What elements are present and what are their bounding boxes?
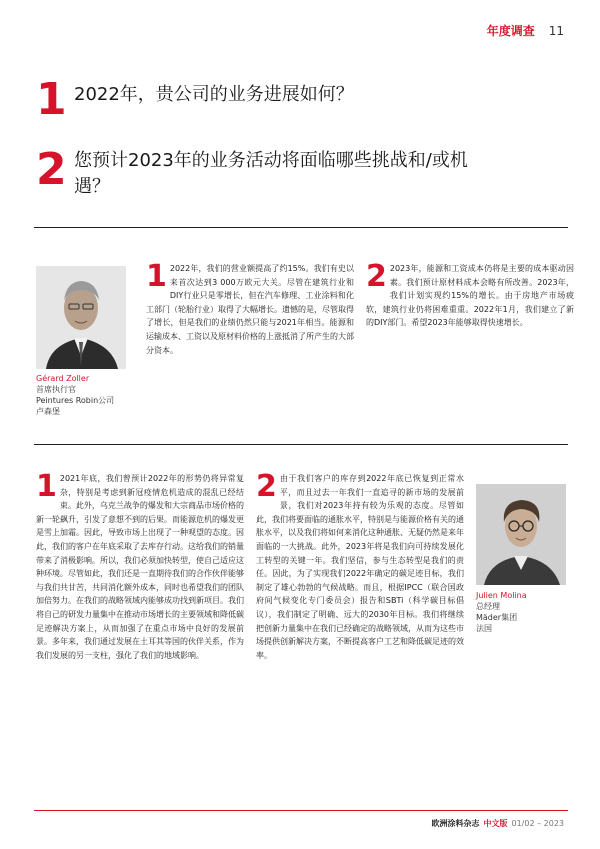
page-header	[487, 22, 564, 39]
answer-text: 2023年，能源和工资成本仍将是主要的成本驱动因素。我们预计原材料成本会略有所改善。2023年，我们计划实现约15%的增长。由于房地产市场疲软，建筑行业仍将困难重重。2022年1月，我们建立了新的DIY部门。希望2023年能够取得快速增长。	[366, 264, 574, 328]
answer-number: 2	[256, 469, 277, 504]
question-number: 1	[36, 74, 67, 125]
person-country: 法国	[476, 624, 492, 633]
person-title: 总经理	[476, 602, 500, 611]
answer-2-zoller	[366, 259, 574, 330]
portrait-photo-molina	[476, 484, 566, 585]
person-company: Peintures Robin公司	[36, 396, 115, 405]
answer-1-zoller	[146, 259, 354, 357]
question-2	[36, 144, 494, 200]
edition-label: 中文版	[483, 819, 508, 828]
answer-number: 1	[36, 469, 57, 504]
section-title: 年度调查	[486, 24, 535, 38]
answer-text: 2021年底，我们曾预计2022年的形势仍将异常复杂，特别是考虑到新冠疫情危机造成的混乱已经结束。此外，乌克兰战争的爆发和大宗商品市场价格的新一轮飙升，引发了意想不到的后果。而能源危机的爆发更是雪上加霜。因此，导致市场上出现了一种观望的态度。因此，我们的客户在年底采取了去库存行动。这给我们的销量带来了消极影响。所以，我们必须加快转型，使自己适应这种环境。尽管如此，我们还是一直期待我们的合作伙伴能够与我们共甘苦，共同消化额外成本，同时也希望我们的团队加倍努力。在我们的战略领域内能够成功找到新项目。我们将自己的研发力量集中在推动市场增长的主要领域和降低碳足迹解决方案上，从而加强了在重点市场中良好的发展前景。多年来，我们通过发展在土耳其等国的伙伴关系，作为我们发展的另一支柱，强化了我们的地域影响。	[36, 474, 244, 660]
person-name: Julien Molina	[476, 591, 527, 600]
portrait-photo-zoller	[36, 266, 126, 369]
answer-1-molina	[36, 469, 244, 662]
page-number: 11	[548, 23, 564, 38]
answer-text: 由于我们客户的库存到2022年底已恢复到正常水平，而且过去一年我们一直追寻的新市场的发展前景，我们对2023年持有较为乐观的态度。尽管如此，我们将要面临的通胀水平，特别是与能源价格有关的通胀水平，以及我们将如何来消化这种通胀、无疑仍然是来年面临的一大挑战。此外，2023年将是我们向可持续发展化工转型的关键一年。我们坚信，参与生态转型是我们的责任。因此，为了实现我们2022年确定的碳足迹目标，我们制定了雄心勃勃的气候战略。而且，根据IPCC（联合国政府间气候变化专门委员会）报告和SBTi（科学碳目标倡议），我们制定了明确、远大的2030年目标。我们将继续把创新力量集中在我们已经确定的战略领域，从而为这些市场提供创新解决方案，不断提高客户工艺和降低碳足迹的效率。	[256, 474, 464, 660]
page-footer	[432, 818, 565, 829]
question-text: 2022年，贵公司的业务进展如何？	[74, 84, 354, 105]
answer-text: 2022年，我们的营业额提高了约15%。我们有史以来首次达到3 000万欧元大关。尽管在建筑行业和DIY行业只是零增长，但在汽车修理、工业涂料和化工部门（轮胎行业）取得了大幅增长。遗憾的是，尽管取得了增长，但是我们的业绩仍然只能与2021年相当。能源和运输成本、工资以及原材料价格的上涨抵消了所产生的大部分资本。	[146, 264, 354, 355]
question-1	[36, 74, 354, 125]
issue-label: 01/02 – 2023	[511, 819, 564, 828]
person-info-zoller	[36, 373, 114, 417]
divider	[34, 227, 568, 228]
person-title: 首席执行官	[36, 385, 76, 394]
person-country: 卢森堡	[36, 407, 60, 416]
magazine-name: 欧洲涂料杂志	[431, 819, 480, 828]
person-name: Gérard Zoller	[36, 374, 90, 383]
question-number: 2	[36, 144, 67, 195]
answer-2-molina	[256, 469, 464, 662]
person-info-molina	[476, 590, 527, 634]
person-company: Mäder集团	[476, 613, 518, 622]
answer-number: 2	[366, 259, 387, 294]
footer-divider	[34, 810, 568, 811]
divider	[34, 444, 568, 445]
answer-number: 1	[146, 259, 167, 294]
question-text: 您预计2023年的业务活动将面临哪些挑战和/或机遇？	[74, 150, 468, 197]
